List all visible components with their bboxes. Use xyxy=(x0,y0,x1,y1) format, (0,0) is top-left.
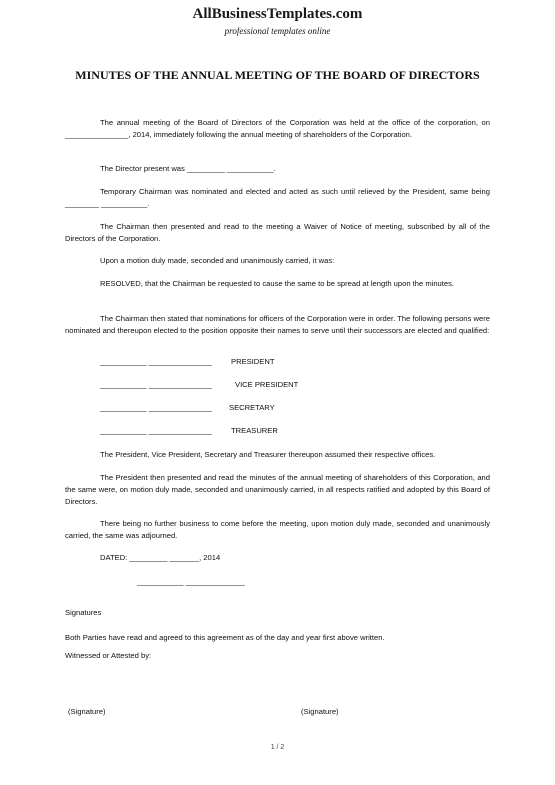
dated-line: DATED: _________ _______, 2014 xyxy=(100,553,221,562)
officer-role: SECRETARY xyxy=(229,403,275,412)
signature-line: ___________ ______________ xyxy=(137,577,245,586)
document-title: MINUTES OF THE ANNUAL MEETING OF THE BOARD OF DIRECTORS xyxy=(75,68,480,82)
officer-role: TREASURER xyxy=(231,426,278,435)
officer-role: PRESIDENT xyxy=(231,357,275,366)
paragraph-motion: Upon a motion duly made, seconded and unanimously carried, it was: xyxy=(100,256,335,265)
paragraph-shareholders-minutes: The President then presented and read the minutes of the annual meeting of shareholders of this Corporation, and the same were, on motion duly made, seconded and unanimously carried, in all respects ratified and adopted by this Board of Directors. xyxy=(65,473,490,506)
officer-row-secretary xyxy=(100,403,275,412)
signature-left: (Signature) xyxy=(68,707,106,716)
witness-label: Witnessed or Attested by: xyxy=(65,651,152,660)
officer-row-treasurer xyxy=(100,426,278,435)
agreement-statement: Both Parties have read and agreed to this agreement as of the day and year first above written. xyxy=(65,633,385,642)
officer-row-vice-president xyxy=(100,380,299,389)
brand-tagline: professional templates online xyxy=(224,26,331,36)
page-number: 1 / 2 xyxy=(270,744,285,751)
officer-name-blank: ___________ _______________ xyxy=(100,357,212,366)
paragraph-temporary-chairman: Temporary Chairman was nominated and elected and acted as such until relieved by the President, same being ________ ___________. xyxy=(65,187,490,208)
signature-right: (Signature) xyxy=(301,707,339,716)
paragraph-nominations: The Chairman then stated that nominations for officers of the Corporation were in order. The following persons were nominated and thereupon elected to the position opposite their names to serve until their successors are elected and qualified: xyxy=(65,314,490,335)
paragraph-adjourned: There being no further business to come before the meeting, upon motion duly made, seconded and unanimously carried, the same was adjourned. xyxy=(65,519,490,540)
paragraph-director-present: The Director present was _________ ___________. xyxy=(100,164,276,173)
brand-logo: AllBusinessTemplates.com xyxy=(192,6,363,22)
officer-role: VICE PRESIDENT xyxy=(235,380,299,389)
paragraph-assumed-offices: The President, Vice President, Secretary and Treasurer thereupon assumed their respective offices. xyxy=(100,450,436,459)
paragraph-waiver: The Chairman then presented and read to the meeting a Waiver of Notice of meeting, subscribed by all of the Directors of the Corporation. xyxy=(65,222,490,243)
site-header xyxy=(0,6,555,36)
officer-row-president xyxy=(100,357,275,366)
paragraph-resolved: RESOLVED, that the Chairman be requested to cause the same to be spread at length upon the minutes. xyxy=(100,279,455,288)
officer-name-blank: ___________ _______________ xyxy=(100,380,212,389)
officer-name-blank: ___________ _______________ xyxy=(100,426,212,435)
paragraph-meeting-held: The annual meeting of the Board of Directors of the Corporation was held at the office of the corporation, on _______________, 2014, immediately following the annual meeting of shareholders of the Corporation. xyxy=(65,118,490,139)
signatures-heading: Signatures xyxy=(65,608,102,617)
officer-name-blank: ___________ _______________ xyxy=(100,403,212,412)
